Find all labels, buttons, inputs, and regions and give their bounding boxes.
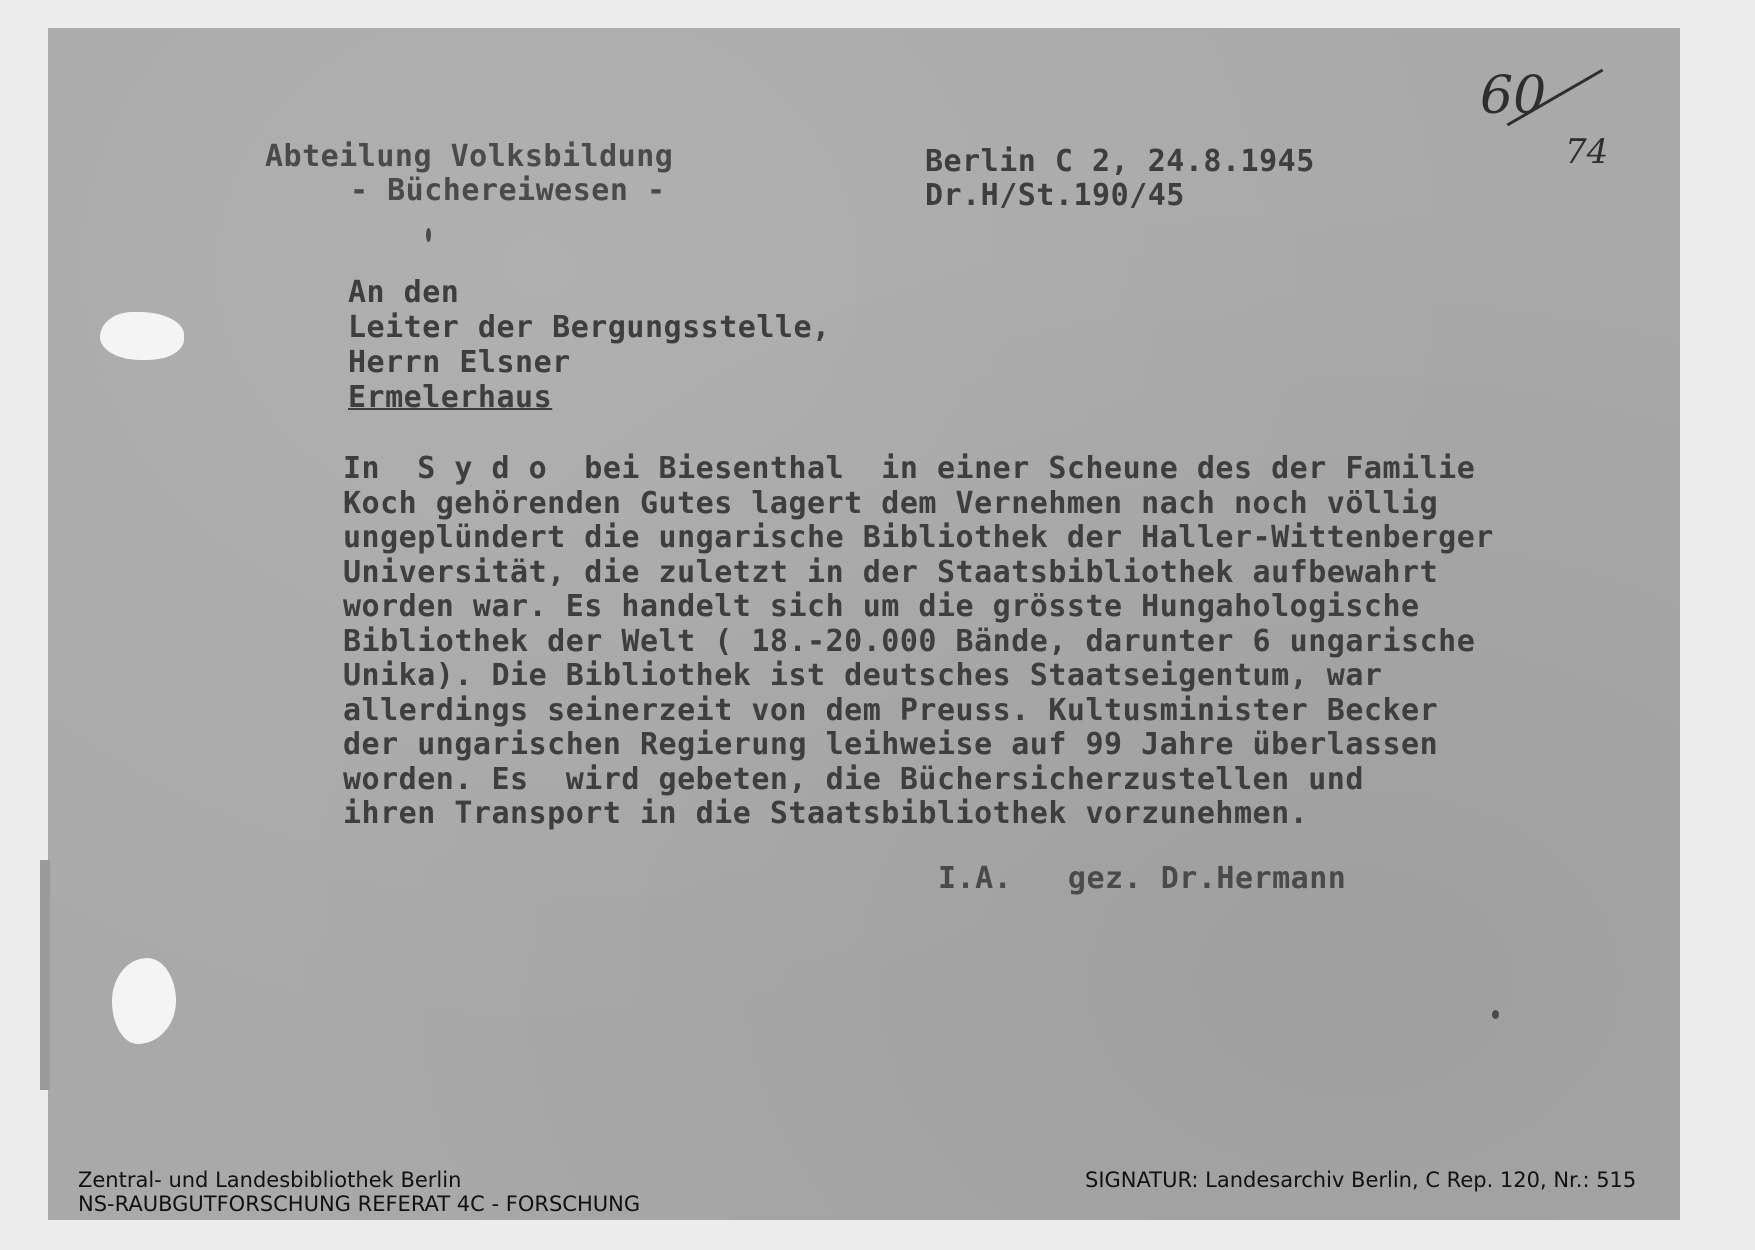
- library-name: Zentral- und Landesbibliothek Berlin: [78, 1168, 462, 1192]
- sheet-edge: [40, 860, 50, 1090]
- ink-speck: [1492, 1010, 1499, 1019]
- folio-number-handwritten: 60: [1480, 66, 1547, 126]
- letterhead-department: [265, 140, 673, 208]
- archive-footer-left: [78, 1168, 640, 1216]
- ink-speck: [426, 228, 431, 242]
- letter-body: [343, 452, 1494, 832]
- body-line: Bibliothek der Welt ( 18.-20.000 Bände, darunter 6 ungarische: [343, 623, 1476, 659]
- signature-line: I.A. gez. Dr.Hermann: [938, 861, 1347, 896]
- research-department: NS-RAUBGUTFORSCHUNG REFERAT 4C - FORSCHUNG: [78, 1192, 641, 1216]
- punch-hole-top: [100, 312, 184, 360]
- reference-number: Dr.H/St.190/45: [925, 178, 1185, 213]
- recipient-address: [348, 275, 831, 415]
- body-line: Unika). Die Bibliothek ist deutsches Staatseigentum, war: [343, 658, 1383, 693]
- archive-signature-reference: SIGNATUR: Landesarchiv Berlin, C Rep. 120, Nr.: 515: [1085, 1168, 1637, 1192]
- body-line: allerdings seinerzeit von dem Preuss. Kultusminister Becker: [343, 692, 1439, 728]
- division-name: - Büchereiwesen -: [350, 173, 666, 208]
- place-date: Berlin C 2, 24.8.1945: [925, 144, 1315, 179]
- body-line: ungeplündert die ungarische Bibliothek der Haller-Wittenberger: [343, 520, 1494, 555]
- body-line: Koch gehörenden Gutes lagert dem Vernehmen nach noch völlig: [343, 485, 1439, 521]
- body-line: Universität, die zuletzt in der Staatsbibliothek aufbewahrt: [343, 554, 1439, 590]
- body-line: worden. Es wird gebeten, die Büchersicherzustellen und: [343, 761, 1364, 797]
- address-line-3: Herrn Elsner: [348, 345, 571, 380]
- address-line-2: Leiter der Bergungsstelle,: [348, 310, 831, 345]
- body-line: worden war. Es handelt sich um die grösste Hungahologische: [343, 589, 1420, 624]
- body-line: ihren Transport in die Staatsbibliothek vorzunehmen.: [343, 796, 1309, 831]
- body-line: In S y d o bei Biesenthal in einer Scheune des der Familie: [343, 451, 1476, 486]
- body-line: der ungarischen Regierung leihweise auf 99 Jahre überlassen: [343, 727, 1439, 762]
- address-line-4: Ermelerhaus: [348, 380, 553, 415]
- department-name: Abteilung Volksbildung: [265, 139, 674, 174]
- address-line-1: An den: [348, 275, 460, 310]
- folio-number-small-handwritten: 74: [1565, 132, 1609, 172]
- letterhead-date-reference: [925, 145, 1315, 213]
